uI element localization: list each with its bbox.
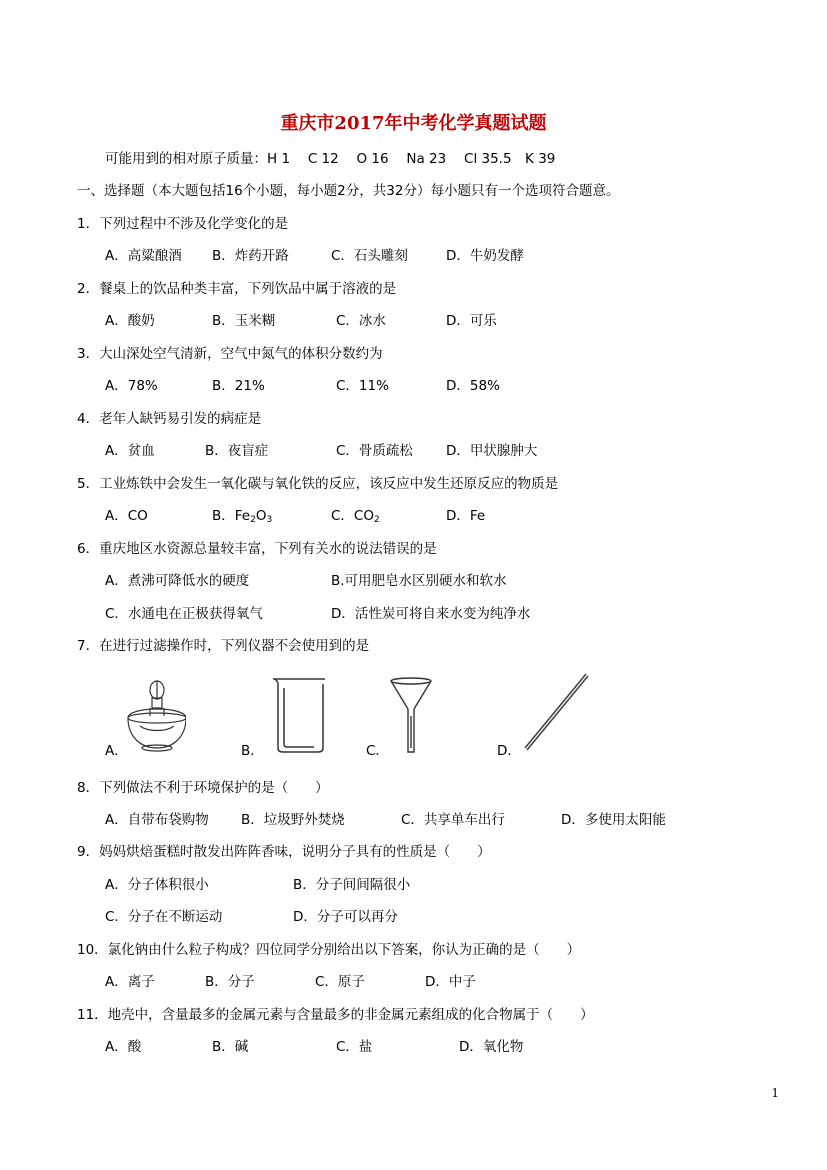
q4-option-d: D．甲状腺肿大: [446, 443, 538, 459]
q2-option-b: B．玉米糊: [212, 313, 276, 329]
alcohol-lamp-icon: [120, 676, 186, 752]
q4-option-a: A．贫血: [105, 443, 155, 459]
q3-option-d: D．58%: [446, 378, 500, 394]
q9-option-a: A．分子体积很小: [105, 877, 209, 893]
atomic-mass-line: 可能用到的相对原子质量：H 1 C 12 O 16 Na 23 Cl 35.5 K 39: [105, 151, 556, 167]
q8-option-b: B．垃圾野外焚烧: [241, 812, 345, 828]
question-10: 10．氯化钠由什么粒子构成？四位同学分别给出以下答案，你认为正确的是（ ）: [77, 942, 581, 958]
question-2: 2．餐桌上的饮品种类丰富，下列饮品中属于溶液的是: [77, 281, 397, 297]
q3-option-a: A．78%: [105, 378, 158, 394]
q6-option-b: B.可用肥皂水区别硬水和软水: [331, 573, 507, 589]
q5-option-b: B．$Fe_2O_3$: [212, 508, 273, 525]
q11-option-d: D．氧化物: [459, 1039, 524, 1055]
q7-option-d: D．: [497, 743, 521, 759]
question-11: 11．地壳中，含量最多的金属元素与含量最多的非金属元素组成的化合物属于（ ）: [77, 1007, 594, 1023]
q10-option-a: A．离子: [105, 974, 155, 990]
q4-option-c: C．骨质疏松: [336, 443, 413, 459]
q7-option-a: A．: [105, 743, 128, 759]
q10-option-d: D．中子: [425, 974, 476, 990]
section-header: 一、选择题（本大题包括16个小题，每小题2分，共32分）每小题只有一个选项符合题意。: [77, 183, 620, 199]
q5-option-d: D．Fe: [446, 508, 486, 524]
q5-option-a: A．CO: [105, 508, 148, 524]
page-title: 重庆市2017年中考化学真题试题: [280, 113, 547, 134]
funnel-icon: [389, 676, 435, 754]
q3-option-c: C．11%: [336, 378, 389, 394]
q9-option-d: D．分子可以再分: [293, 909, 398, 925]
question-3: 3．大山深处空气清新，空气中氮气的体积分数约为: [77, 346, 383, 362]
question-6: 6．重庆地区水资源总量较丰富，下列有关水的说法错误的是: [77, 541, 437, 557]
page-number: 1: [771, 1086, 779, 1100]
q4-option-b: B．夜盲症: [205, 443, 269, 459]
q7-option-b: B．: [241, 743, 264, 759]
q1-option-a: A．高粱酿酒: [105, 248, 182, 264]
q11-option-b: B．碱: [212, 1039, 249, 1055]
question-8: 8．下列做法不利于环境保护的是（ ）: [77, 780, 329, 796]
q10-option-c: C．原子: [315, 974, 365, 990]
q6-option-c: C．水通电在正极获得氧气: [105, 606, 263, 622]
question-4: 4．老年人缺钙易引发的病症是: [77, 411, 262, 427]
glass-rod-icon: [520, 670, 590, 752]
q8-option-a: A．自带布袋购物: [105, 812, 209, 828]
q6-option-d: D．活性炭可将自来水变为纯净水: [331, 606, 531, 622]
q8-option-d: D．多使用太阳能: [561, 812, 666, 828]
q11-option-c: C．盐: [336, 1039, 373, 1055]
beaker-icon: [270, 676, 328, 754]
q1-option-c: C．石头雕刻: [331, 248, 408, 264]
q5-option-c: C．$CO_2$: [331, 508, 380, 525]
question-1: 1．下列过程中不涉及化学变化的是: [77, 216, 289, 232]
q3-option-b: B．21%: [212, 378, 265, 394]
q11-option-a: A．酸: [105, 1039, 142, 1055]
question-7: 7．在进行过滤操作时，下列仪器不会使用到的是: [77, 638, 370, 654]
question-5: 5．工业炼铁中会发生一氧化碳与氧化铁的反应，该反应中发生还原反应的物质是: [77, 476, 559, 492]
q1-option-b: B．炸药开路: [212, 248, 289, 264]
q2-option-d: D．可乐: [446, 313, 497, 329]
q2-option-c: C．冰水: [336, 313, 386, 329]
q8-option-c: C．共享单车出行: [401, 812, 505, 828]
q9-option-b: B．分子间间隔很小: [293, 877, 411, 893]
q10-option-b: B．分子: [205, 974, 255, 990]
q7-option-c: C．: [366, 743, 389, 759]
q2-option-a: A．酸奶: [105, 313, 155, 329]
q9-option-c: C．分子在不断运动: [105, 909, 223, 925]
q6-option-a: A．煮沸可降低水的硬度: [105, 573, 250, 589]
q1-option-d: D．牛奶发酵: [446, 248, 524, 264]
question-9: 9．妈妈烘焙蛋糕时散发出阵阵香味，说明分子具有的性质是（ ）: [77, 844, 491, 860]
